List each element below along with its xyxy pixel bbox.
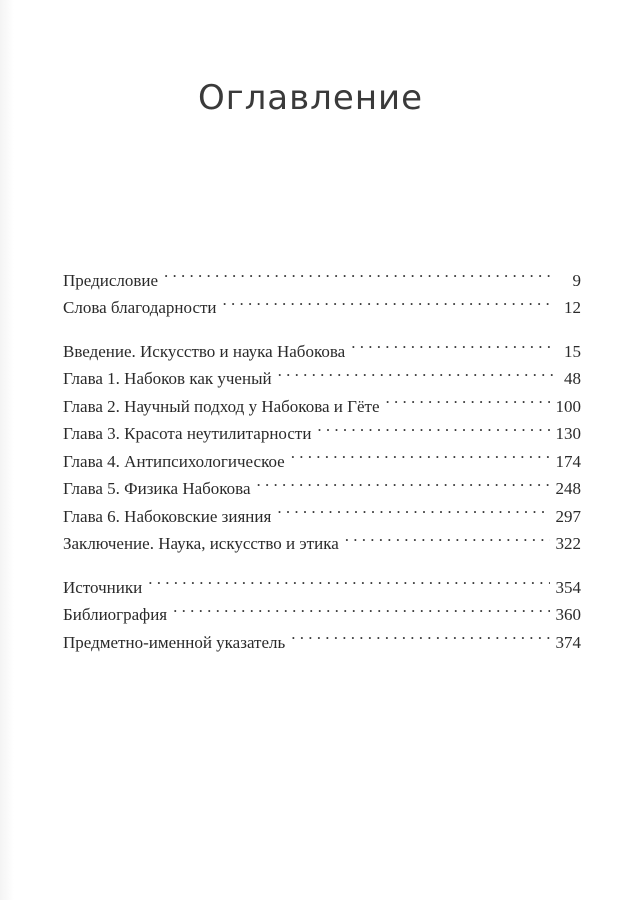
- table-of-contents: [63, 258, 581, 652]
- toc-entry-label: Глава 5. Физика Набокова: [63, 479, 251, 498]
- toc-entry-page: 248: [555, 479, 581, 498]
- toc-entry-label: Глава 3. Красота неутилитарности: [63, 424, 312, 443]
- toc-entry-page: 48: [564, 369, 581, 388]
- dot-leader: [291, 439, 550, 467]
- page-title: Оглавление: [197, 78, 424, 118]
- toc-entry-label: Глава 6. Набоковские зияния: [63, 506, 272, 526]
- toc-entry[interactable]: [63, 329, 581, 361]
- toc-entry-page: 322: [555, 534, 581, 553]
- dot-leader: [291, 620, 549, 648]
- toc-group-front-matter: [63, 258, 581, 317]
- dot-leader: [164, 258, 553, 286]
- dot-leader: [148, 565, 549, 593]
- toc-entry-label: Библиография: [63, 605, 168, 624]
- toc-entry-page: 15: [564, 341, 581, 361]
- dot-leader: [277, 494, 549, 522]
- toc-entry-page: 374: [555, 632, 581, 652]
- dot-leader: [385, 384, 549, 412]
- toc-entry-page: 360: [555, 605, 581, 624]
- toc-group-chapters: [63, 329, 581, 553]
- toc-entry-label: Введение. Искусство и наука Набокова: [63, 341, 346, 361]
- toc-entry-label: Источники: [63, 577, 143, 597]
- toc-entry-page: 174: [555, 451, 581, 471]
- toc-entry-page: 9: [572, 270, 581, 290]
- toc-entry-page: 130: [555, 424, 581, 443]
- dot-leader: [173, 593, 549, 621]
- toc-entry-label: Глава 1. Набоков как ученый: [63, 369, 272, 388]
- toc-entry-label: Заключение. Наука, искусство и этика: [63, 534, 339, 553]
- toc-entry-label: Глава 4. Антипсихологическое: [63, 451, 285, 471]
- dot-leader: [223, 286, 553, 314]
- toc-group-back-matter: [63, 565, 581, 652]
- dot-leader: [345, 522, 550, 550]
- dot-leader: [278, 357, 553, 385]
- toc-entry[interactable]: [63, 258, 581, 290]
- toc-entry-page: 12: [564, 298, 581, 317]
- toc-entry-label: Предисловие: [63, 270, 159, 290]
- toc-entry-page: 297: [555, 506, 581, 526]
- dot-leader: [351, 329, 553, 357]
- dot-leader: [257, 467, 550, 495]
- toc-entry-label: Глава 2. Научный подход у Набокова и Гёте: [63, 396, 380, 416]
- toc-entry-label: Слова благодарности: [63, 298, 217, 317]
- toc-entry-page: 100: [555, 396, 581, 416]
- toc-entry-label: Предметно-именной указатель: [63, 632, 286, 652]
- dot-leader: [317, 412, 549, 440]
- toc-entry[interactable]: [63, 565, 581, 597]
- toc-entry-page: 354: [555, 577, 581, 597]
